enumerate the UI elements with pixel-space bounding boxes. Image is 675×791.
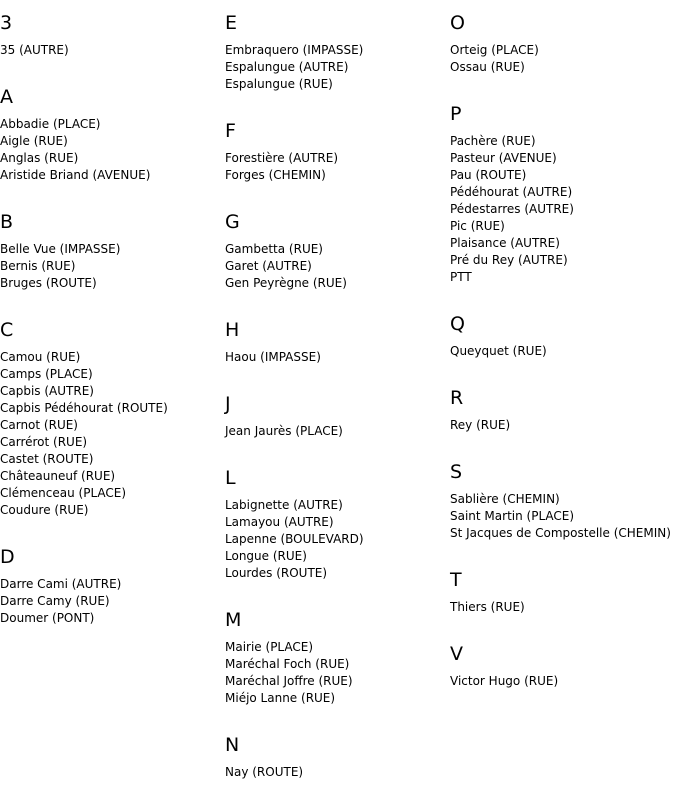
letter-section [450, 12, 675, 76]
street-link[interactable]: Châteauneuf (RUE) [0, 469, 116, 483]
street-link[interactable]: Darre Cami (AUTRE) [0, 577, 122, 591]
street-list [0, 42, 224, 59]
section-letter-heading: H [225, 319, 240, 341]
street-link[interactable]: Coudure (RUE) [0, 503, 89, 517]
street-link[interactable]: 35 (AUTRE) [0, 43, 69, 57]
letter-section [225, 467, 449, 582]
street-link[interactable]: Rey (RUE) [450, 418, 511, 432]
letter-section [225, 609, 449, 707]
section-letter-heading: 3 [0, 12, 13, 34]
street-list [450, 417, 675, 434]
street-link[interactable]: Mairie (PLACE) [225, 640, 314, 654]
street-link[interactable]: Orteig (PLACE) [450, 43, 539, 57]
street-link[interactable]: PTT [450, 270, 472, 284]
street-list [0, 116, 224, 184]
letter-section [0, 546, 224, 627]
letter-section [225, 393, 449, 440]
section-letter-heading: G [225, 211, 240, 233]
section-letter-heading: B [0, 211, 14, 233]
section-letter-heading: P [450, 103, 462, 125]
street-link[interactable]: Saint Martin (PLACE) [450, 509, 575, 523]
letter-section [225, 12, 449, 93]
street-link[interactable]: Miéjo Lanne (RUE) [225, 691, 336, 705]
street-link[interactable]: Maréchal Joffre (RUE) [225, 674, 353, 688]
street-link[interactable]: Pré du Rey (AUTRE) [450, 253, 568, 267]
street-link[interactable]: Labignette (AUTRE) [225, 498, 343, 512]
section-letter-heading: S [450, 461, 463, 483]
letter-section [450, 569, 675, 616]
street-link[interactable]: Carnot (RUE) [0, 418, 78, 432]
street-link[interactable]: Lamayou (AUTRE) [225, 515, 334, 529]
street-link[interactable]: Bernis (RUE) [0, 259, 76, 273]
street-list [225, 150, 449, 184]
street-link[interactable]: Thiers (RUE) [450, 600, 525, 614]
section-letter-heading: L [225, 467, 236, 489]
street-list [450, 133, 675, 286]
street-link[interactable]: Capbis (AUTRE) [0, 384, 94, 398]
street-link[interactable]: Camps (PLACE) [0, 367, 93, 381]
street-link[interactable]: Espalungue (RUE) [225, 77, 333, 91]
street-link[interactable]: Capbis Pédéhourat (ROUTE) [0, 401, 168, 415]
section-letter-heading: R [450, 387, 464, 409]
street-link[interactable]: Camou (RUE) [0, 350, 81, 364]
letter-section [0, 12, 224, 59]
street-link[interactable]: Espalungue (AUTRE) [225, 60, 349, 74]
street-link[interactable]: Doumer (PONT) [0, 611, 95, 625]
section-letter-heading: O [450, 12, 465, 34]
street-link[interactable]: Sablière (CHEMIN) [450, 492, 560, 506]
street-link[interactable]: Haou (IMPASSE) [225, 350, 321, 364]
street-link[interactable]: Lapenne (BOULEVARD) [225, 532, 364, 546]
street-link[interactable]: Gen Peyrègne (RUE) [225, 276, 347, 290]
street-link[interactable]: Clémenceau (PLACE) [0, 486, 127, 500]
street-link[interactable]: Castet (ROUTE) [0, 452, 94, 466]
section-letter-heading: A [0, 86, 13, 108]
street-list [450, 343, 675, 360]
section-letter-heading: Q [450, 313, 465, 335]
street-link[interactable]: Aigle (RUE) [0, 134, 68, 148]
letter-section [225, 734, 449, 781]
street-link[interactable]: Jean Jaurès (PLACE) [225, 424, 343, 438]
letter-section [0, 211, 224, 292]
street-link[interactable]: Pachère (RUE) [450, 134, 536, 148]
section-letter-heading: N [225, 734, 240, 756]
section-letter-heading: V [450, 643, 463, 665]
letter-section [450, 313, 675, 360]
letter-section [0, 319, 224, 519]
street-list [0, 349, 224, 519]
street-link[interactable]: Pédestarres (AUTRE) [450, 202, 574, 216]
street-link[interactable]: Ossau (RUE) [450, 60, 525, 74]
street-link[interactable]: St Jacques de Compostelle (CHEMIN) [450, 526, 671, 540]
letter-section [225, 211, 449, 292]
street-link[interactable]: Pau (ROUTE) [450, 168, 527, 182]
section-letter-heading: M [225, 609, 242, 631]
street-list [225, 42, 449, 93]
street-link[interactable]: Victor Hugo (RUE) [450, 674, 559, 688]
street-list [450, 673, 675, 690]
street-link[interactable]: Pasteur (AVENUE) [450, 151, 557, 165]
section-letter-heading: E [225, 12, 238, 34]
street-link[interactable]: Embraquero (IMPASSE) [225, 43, 364, 57]
street-list [225, 241, 449, 292]
street-list [225, 764, 449, 781]
section-letter-heading: T [450, 569, 462, 591]
street-list [450, 491, 675, 542]
street-link[interactable]: Darre Camy (RUE) [0, 594, 110, 608]
letter-section [225, 120, 449, 184]
street-link[interactable]: Anglas (RUE) [0, 151, 79, 165]
street-link[interactable]: Pédéhourat (AUTRE) [450, 185, 573, 199]
street-link[interactable]: Lourdes (ROUTE) [225, 566, 328, 580]
letter-section [450, 387, 675, 434]
street-link[interactable]: Garet (AUTRE) [225, 259, 312, 273]
street-list [225, 349, 449, 366]
street-link[interactable]: Longue (RUE) [225, 549, 307, 563]
street-list [0, 241, 224, 292]
street-link[interactable]: Belle Vue (IMPASSE) [0, 242, 121, 256]
section-letter-heading: F [225, 120, 236, 142]
street-link[interactable]: Bruges (ROUTE) [0, 276, 97, 290]
street-link[interactable]: Pic (RUE) [450, 219, 505, 233]
street-link[interactable]: Abbadie (PLACE) [0, 117, 101, 131]
letter-section [450, 461, 675, 542]
street-link[interactable]: Forges (CHEMIN) [225, 168, 326, 182]
street-link[interactable]: Queyquet (RUE) [450, 344, 547, 358]
street-link[interactable]: Maréchal Foch (RUE) [225, 657, 350, 671]
street-link[interactable]: Nay (ROUTE) [225, 765, 304, 779]
letter-section [0, 86, 224, 184]
street-link[interactable]: Aristide Briand (AVENUE) [0, 168, 151, 182]
street-list [225, 423, 449, 440]
street-list [450, 42, 675, 76]
letter-section [225, 319, 449, 366]
letter-section [450, 103, 675, 286]
street-link[interactable]: Carrérot (RUE) [0, 435, 88, 449]
section-letter-heading: C [0, 319, 14, 341]
section-letter-heading: D [0, 546, 15, 568]
street-list [0, 576, 224, 627]
street-list [450, 599, 675, 616]
street-list [225, 639, 449, 707]
street-link[interactable]: Forestière (AUTRE) [225, 151, 339, 165]
street-link[interactable]: Gambetta (RUE) [225, 242, 323, 256]
street-list [225, 497, 449, 582]
street-link[interactable]: Plaisance (AUTRE) [450, 236, 560, 250]
section-letter-heading: J [225, 393, 231, 415]
letter-section [450, 643, 675, 690]
